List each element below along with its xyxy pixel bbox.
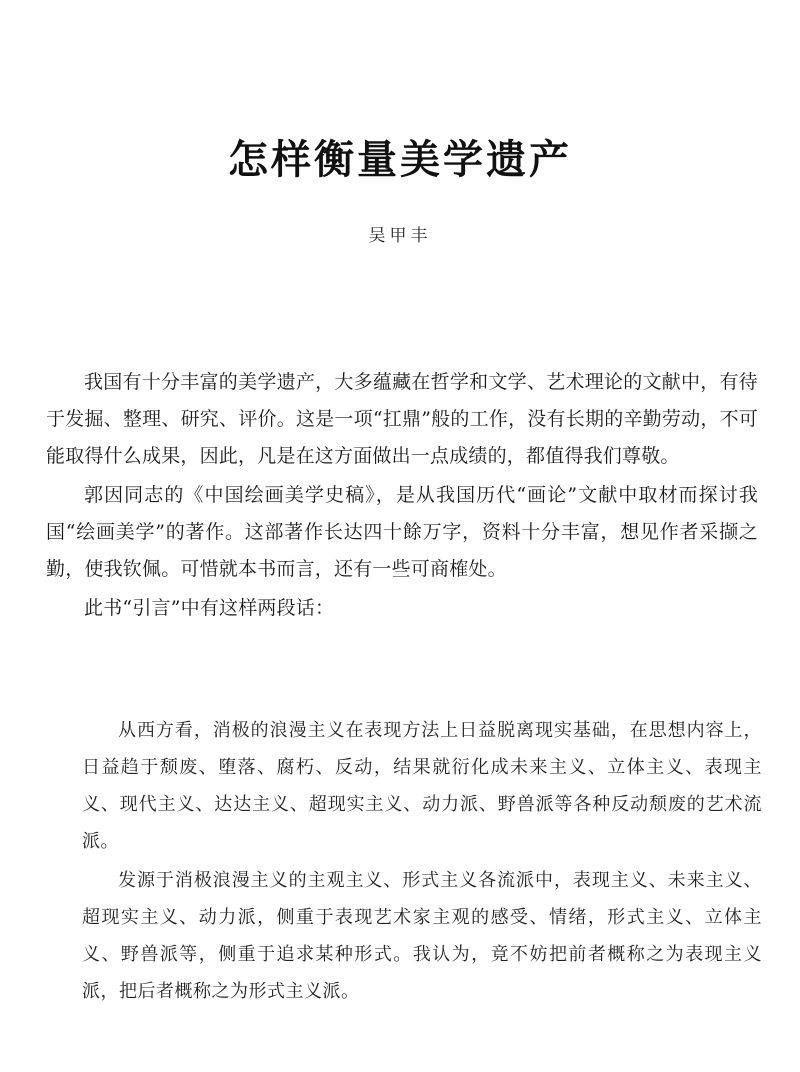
- quoted-passage: [82, 712, 762, 1010]
- quote-paragraph-2: 发源于消极浪漫主义的主观主义、形式主义各流派中，表现主义、未来主义、超现实主义、动力派，侧重于表现艺术家主观的感受、情绪，形式主义、立体主义、野兽派等，侧重于追求某种形式。我认为，竟不妨把前者概称之为表现主义派，把后者概称之为形式主义派。: [82, 870, 762, 1002]
- body-paragraph-3: 此书“引言”中有这样两段话：: [84, 597, 335, 619]
- quote-paragraph-1: 从西方看，消极的浪漫主义在表现方法上日益脱离现实基础，在思想内容上，日益趋于颓废、堕落、腐朽、反动，结果就衍化成未来主义、立体主义、表现主义、现代主义、达达主义、超现实主义、动力派、野兽派等各种反动颓废的艺术流派。: [82, 720, 762, 852]
- article-body: [46, 364, 758, 627]
- body-paragraph-1: 我国有十分丰富的美学遗产，大多蕴藏在哲学和文学、艺术理论的文献中，有待于发掘、整理、研究、评价。这是一项“扛鼎”般的工作，没有长期的辛勤劳动，不可能取得什么成果，因此，凡是在这方面做出一点成绩的，都值得我们尊敬。: [46, 371, 758, 467]
- article-title: 怎样衡量美学遗产: [228, 136, 572, 183]
- body-paragraph-2: 郭因同志的《中国绘画美学史稿》，是从我国历代“画论”文献中取材而探讨我国“绘画美学”的著作。这部著作长达四十餘万字，资料十分丰富，想见作者采撷之勤，使我钦佩。可惜就本书而言，还有一些可商榷处。: [46, 484, 758, 580]
- article-author: 吴甲丰: [368, 226, 432, 246]
